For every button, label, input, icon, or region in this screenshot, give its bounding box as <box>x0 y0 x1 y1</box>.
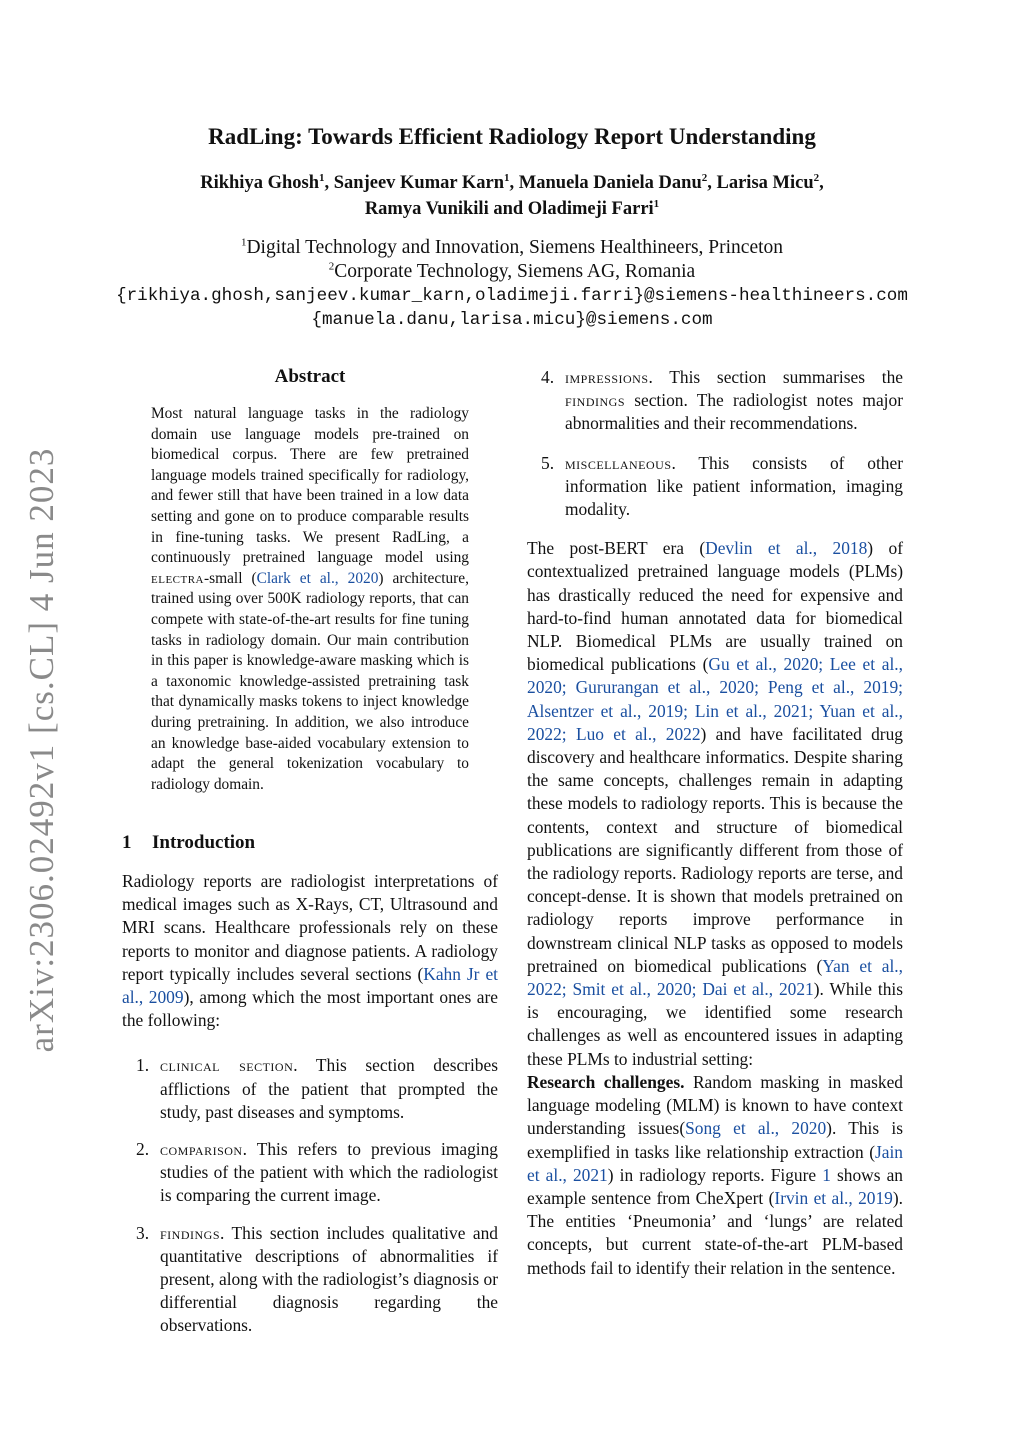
email-line: {manuela.danu,larisa.micu}@siemens.com <box>311 310 713 330</box>
author-affil-mark: 1 <box>319 171 325 184</box>
arxiv-identifier: arXiv:2306.02492v1 [cs.CL] 4 Jun 2023 <box>22 447 61 1053</box>
report-sections-list <box>122 1054 498 1337</box>
citation-link[interactable]: Clark et al., 2020 <box>256 569 379 587</box>
citation-link[interactable]: Devlin et al., 2018 <box>705 538 868 559</box>
affiliation-line: $^1$Digital Technology and Innovation, Siemens Healthineers, Princeton <box>240 236 784 258</box>
author-name: Ramya Vunikili <box>364 199 489 219</box>
paper-title: RadLing: Towards Efficient Radiology Report Understanding <box>208 124 816 149</box>
abstract-heading: Abstract <box>274 366 346 387</box>
paragraph: Radiology reports are radiologist interpretations of medical images such as X-Rays, CT, Ultrasound and MRI scans. Healthcare professionals rely on these reports to monitor and diagnose patients. A radiology report typically includes several sections (Kahn Jr et al., 2009), among which the most important ones are the following: <box>122 871 499 1031</box>
citation-link[interactable]: Gu et al., 2020; Lee et al., 2020; Gururangan et al., 2020; Peng et al., 2019; Alsentzer et al., 2019; Lin et al., 2021; Yuan et al., 2022; Luo et al., 2022 <box>527 654 903 744</box>
abstract-body: Most natural language tasks in the radiology domain use language models pre-trained on biomedical corpus. There are few pretrained language models trained specifically for radiology, and fewer still that have been trained in a low data setting and gone on to produce comparable results in fine-tuning tasks. We present RadLing, a continuously pretrained language model using electra-small (Clark et al., 2020) architecture, trained using over 500K radiology reports, that can compete with state-of-the-art results for fine tuning tasks in radiology domain. Our main contribution in this paper is knowledge-aware masking which is a taxonomic knowledge-assisted pretraining task that dynamically masks tokens to inject knowledge during pretraining. In addition, we also introduce an knowledge base-aided vocabulary extension to adapt the general tokenization vocabulary to radiology domain. <box>151 405 469 793</box>
paragraph-label: Research challenges. <box>527 1071 685 1092</box>
author-affil-mark: 1 <box>504 171 510 184</box>
citation-link[interactable]: Jain et al., 2021 <box>527 1141 903 1185</box>
arxiv-sidebar <box>20 447 64 1053</box>
author-name: Larisa Micu <box>716 173 814 193</box>
author-affil-mark: 1 <box>653 197 660 210</box>
author-name: Sanjeev Kumar Karn <box>333 173 505 193</box>
email-line: {rikhiya.ghosh,sanjeev.kumar_karn,oladimeji.farri}@siemens-healthineers.com <box>116 286 908 306</box>
citation-link[interactable]: Song et al., 2020 <box>685 1118 827 1139</box>
paragraph: The post-BERT era (Devlin et al., 2018) of contextualized pretrained language models (PLMs) has drastically reduced the need for expensive and hard-to-find human annotated data for biomedical NLP. Biomedical PLMs are usually trained on biomedical publications (Gu et al., 2020; Lee et al., 2020; Gururangan et al., 2020; Peng et al., 2019; Alsentzer et al., 2019; Lin et al., 2021; Yuan et al., 2022; Luo et al., 2022) and have facilitated drug discovery and healthcare informatics. Despite sharing the same concepts, challenges remain in adapting these models to radiology reports. This is because the contents, context and structure of biomedical publications are significantly different from those of the radiology reports. Radiology reports are terse, and concept-dense. It is shown that models pretrained on radiology reports improve performance in downstream clinical NLP tasks as opposed to models pretrained on biomedical publications (Yan et al., 2022; Smit et al., 2020; Dai et al., 2021). While this is encouraging, we identified some research challenges as well as encountered issues in adapting these PLMs to industrial setting: <box>527 538 904 1069</box>
list-item: 4. impressions. This section summarises the findings section. The radiologist notes major abnormalities and their recommendations. <box>541 367 903 434</box>
figure-link[interactable]: 1 <box>822 1164 831 1185</box>
section-heading-introduction: 1 Introduction <box>122 832 256 853</box>
author-list: Rikhiya Ghosh$^1$, Sanjeev Kumar Karn$^1$, Manuela Daniela Danu$^2$, Larisa Micu$^2$, Ramya Vunikili and Oladimeji Farri$^1$ <box>200 171 824 219</box>
author-name: Rikhiya Ghosh <box>200 173 319 193</box>
author-name: Manuela Daniela Danu <box>518 173 702 193</box>
affiliations <box>60 236 964 332</box>
list-item: 5. miscellaneous. This consists of other information like patient information, imaging modality. <box>541 452 903 520</box>
list-item: 3. findings. This section includes qualitative and quantitative descriptions of abnormalities if present, along with the radiologist’s diagnosis or differential diagnosis regarding the observations. <box>136 1222 498 1336</box>
author-affil-mark: 2 <box>701 171 708 184</box>
author-affil-mark: 2 <box>813 171 820 184</box>
citation-link[interactable]: Kahn Jr et al., 2009 <box>122 963 498 1008</box>
author-name: Oladimeji Farri <box>527 199 654 219</box>
right-column-text <box>527 366 903 1280</box>
affiliation-line: $^2$Corporate Technology, Siemens AG, Romania <box>328 260 696 282</box>
left-column-text <box>122 870 498 1352</box>
list-item: 2. comparison. This refers to previous imaging studies of the patient with which the radiologist is comparing the current image. <box>136 1139 498 1206</box>
citation-link[interactable]: Irvin et al., 2019 <box>774 1187 893 1208</box>
report-sections-list-continued <box>527 366 903 521</box>
list-item: 1. clinical section. This section describes afflictions of the patient that prompted the study, past diseases and symptoms. <box>136 1055 498 1122</box>
paragraph: Research challenges. Random masking in masked language modeling (MLM) is known to have context understanding issues(Song et al., 2020). This is exemplified in tasks like relationship extraction (Jain et al., 2021) in radiology reports. Figure 1 shows an example sentence from CheXpert (Irvin et al., 2019). The entities ‘Pneumonia’ and ‘lungs’ are related concepts, but current state-of-the-art PLM-based methods fail to identify their relation in the sentence. <box>527 1071 903 1278</box>
citation-link[interactable]: Yan et al., 2022; Smit et al., 2020; Dai et al., 2021 <box>527 955 903 1000</box>
